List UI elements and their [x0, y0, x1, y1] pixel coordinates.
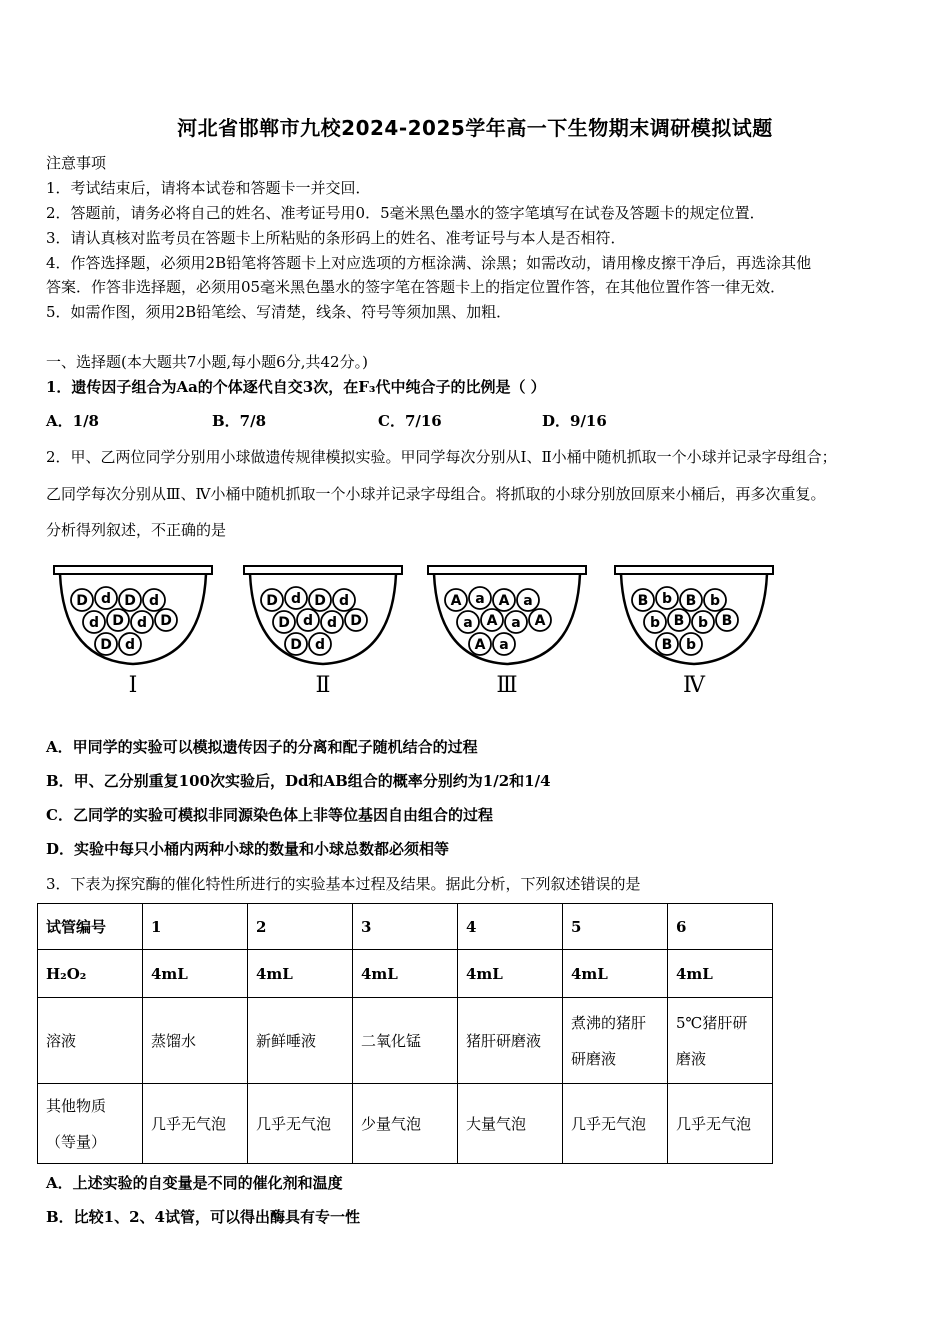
q1-option-d: D．9/16 [542, 412, 607, 430]
table-cell: 1 [143, 904, 248, 950]
section-heading: 一、选择题(本大题共7小题,每小题6分,共42分。) [46, 353, 368, 371]
notice-item: 4．作答选择题，必须用2B铅笔将答题卡上对应选项的方框涂满、涂黑；如需改动，请用橡皮擦干净后，再选涂其他 [46, 254, 812, 272]
ball-letter: B [685, 593, 697, 609]
bucket-rim [428, 566, 586, 574]
bucket-figure [48, 560, 788, 700]
table-cell: 大量气泡 [458, 1084, 563, 1164]
ball-letter: d [290, 591, 302, 607]
bucket-1 [54, 566, 212, 698]
table-cell: 蒸馏水 [143, 998, 248, 1084]
table-cell: 4 [458, 904, 563, 950]
table-cell: 5 [563, 904, 668, 950]
ball-letter: d [148, 593, 160, 609]
notice-item: 答案．作答非选择题，必须用05毫米黑色墨水的签字笔在答题卡上的指定位置作答，在其他位置作答一律无效． [46, 278, 786, 296]
q2-option-c: C．乙同学的实验可模拟非同源染色体上非等位基因自由组合的过程 [46, 806, 493, 824]
bucket-rim [244, 566, 402, 574]
q3-option-b: B．比较1、2、4试管，可以得出酶具有专一性 [46, 1208, 360, 1226]
notice-item: 2．答题前，请务必将自己的姓名、准考证号用0．5毫米黑色墨水的签字笔填写在试卷及答题卡的规定位置． [46, 204, 765, 222]
ball-letter: D [100, 637, 112, 653]
table-cell: 6 [668, 904, 773, 950]
q2-stem-line: 乙同学每次分别从Ⅲ、Ⅳ小桶中随机抓取一个小球并记录字母组合。将抓取的小球分别放回原来小桶后，再多次重复。 [46, 485, 826, 503]
table-cell: 5℃猪肝研 磨液 [668, 998, 773, 1084]
ball-letter: b [697, 615, 709, 631]
ball-letter: B [721, 613, 733, 629]
ball-letter: a [463, 615, 473, 631]
table-cell: 少量气泡 [353, 1084, 458, 1164]
table-cell: 几乎无气泡 [248, 1084, 353, 1164]
notice-item: 1．考试结束后，请将本试卷和答题卡一并交回． [46, 179, 371, 197]
row-header: H₂O₂ [38, 950, 143, 998]
ball-letter: d [100, 591, 112, 607]
q2-stem-line: 2．甲、乙两位同学分别用小球做遗传规律模拟实验。甲同学每次分别从Ⅰ、Ⅱ小桶中随机抓取一个小球并记录字母组合； [46, 448, 837, 466]
table-cell: 猪肝研磨液 [458, 998, 563, 1084]
q1-option-a: A．1/8 [46, 412, 99, 430]
ball-letter: A [450, 593, 462, 609]
ball-letter: d [124, 637, 136, 653]
ball-letter: b [709, 593, 721, 609]
ball-letter: D [266, 593, 278, 609]
ball-letter: d [88, 615, 100, 631]
row-header: 试管编号 [38, 904, 143, 950]
q2-option-a: A．甲同学的实验可以模拟遗传因子的分离和配子随机结合的过程 [46, 738, 478, 756]
q2-stem-line: 分析得列叙述，不正确的是 [46, 521, 227, 539]
table-row [38, 998, 773, 1084]
notice-item: 3．请认真核对监考员在答题卡上所粘贴的条形码上的姓名、准考证号与本人是否相符． [46, 229, 626, 247]
ball-letter: D [124, 593, 136, 609]
ball-letter: d [314, 637, 326, 653]
row-header: 其他物质 （等量） [38, 1084, 143, 1164]
ball-letter: D [160, 613, 172, 629]
table-cell: 几乎无气泡 [143, 1084, 248, 1164]
bucket-3 [428, 566, 586, 698]
table-row [38, 1084, 773, 1164]
table-cell: 2 [248, 904, 353, 950]
table-cell: 4mL [248, 950, 353, 998]
bucket-label: Ⅱ [315, 673, 331, 698]
notice-heading: 注意事项 [46, 154, 107, 172]
table-cell: 新鲜唾液 [248, 998, 353, 1084]
experiment-table [37, 903, 773, 1164]
ball-letter: D [350, 613, 362, 629]
q3-option-a: A．上述实验的自变量是不同的催化剂和温度 [46, 1174, 343, 1192]
ball-letter: D [112, 613, 124, 629]
bucket-label: Ⅰ [128, 673, 138, 698]
table-cell: 几乎无气泡 [668, 1084, 773, 1164]
notice-item: 5．如需作图，须用2B铅笔绘、写清楚，线条、符号等须加黑、加粗． [46, 303, 512, 321]
table-cell: 4mL [458, 950, 563, 998]
ball-letter: A [474, 637, 486, 653]
table-cell: 3 [353, 904, 458, 950]
ball-letter: d [302, 613, 314, 629]
q3-stem: 3．下表为探究酶的催化特性所进行的实验基本过程及结果。据此分析，下列叙述错误的是 [46, 875, 641, 893]
bucket-rim [615, 566, 773, 574]
bucket-label: Ⅲ [496, 673, 518, 698]
ball-letter: a [499, 637, 509, 653]
ball-letter: D [278, 615, 290, 631]
ball-letter: A [486, 613, 498, 629]
table-cell: 二氧化锰 [353, 998, 458, 1084]
ball-letter: a [511, 615, 521, 631]
table-cell: 几乎无气泡 [563, 1084, 668, 1164]
ball-letter: b [685, 637, 697, 653]
q2-option-d: D．实验中每只小桶内两种小球的数量和小球总数都必须相等 [46, 840, 450, 858]
bucket-4 [615, 566, 773, 698]
ball-letter: a [475, 591, 485, 607]
ball-letter: A [534, 613, 546, 629]
table-cell: 4mL [143, 950, 248, 998]
ball-letter: b [649, 615, 661, 631]
ball-letter: D [314, 593, 326, 609]
bucket-2 [244, 566, 402, 698]
row-header: 溶液 [38, 998, 143, 1084]
ball-letter: b [661, 591, 673, 607]
q2-option-b: B．甲、乙分别重复100次实验后，Dd和AB组合的概率分别约为1/2和1/4 [46, 772, 551, 790]
ball-letter: A [498, 593, 510, 609]
ball-letter: D [76, 593, 88, 609]
ball-letter: d [136, 615, 148, 631]
q1-option-c: C．7/16 [378, 412, 442, 430]
ball-letter: a [523, 593, 533, 609]
exam-title: 河北省邯郸市九校2024-2025学年高一下生物期末调研模拟试题 [177, 116, 773, 140]
bucket-label: Ⅳ [683, 673, 705, 698]
ball-letter: D [290, 637, 302, 653]
ball-letter: d [326, 615, 338, 631]
ball-letter: B [661, 637, 673, 653]
ball-letter: B [637, 593, 649, 609]
ball-letter: B [673, 613, 685, 629]
ball-letter: d [338, 593, 350, 609]
table-cell: 4mL [668, 950, 773, 998]
table-cell: 煮沸的猪肝 研磨液 [563, 998, 668, 1084]
q1-stem: 1．遗传因子组合为Aa的个体逐代自交3次，在F₃代中纯合子的比例是（ ） [46, 378, 546, 396]
q1-option-b: B．7/8 [212, 412, 267, 430]
table-cell: 4mL [563, 950, 668, 998]
table-cell: 4mL [353, 950, 458, 998]
table-row [38, 904, 773, 950]
table-row [38, 950, 773, 998]
bucket-rim [54, 566, 212, 574]
